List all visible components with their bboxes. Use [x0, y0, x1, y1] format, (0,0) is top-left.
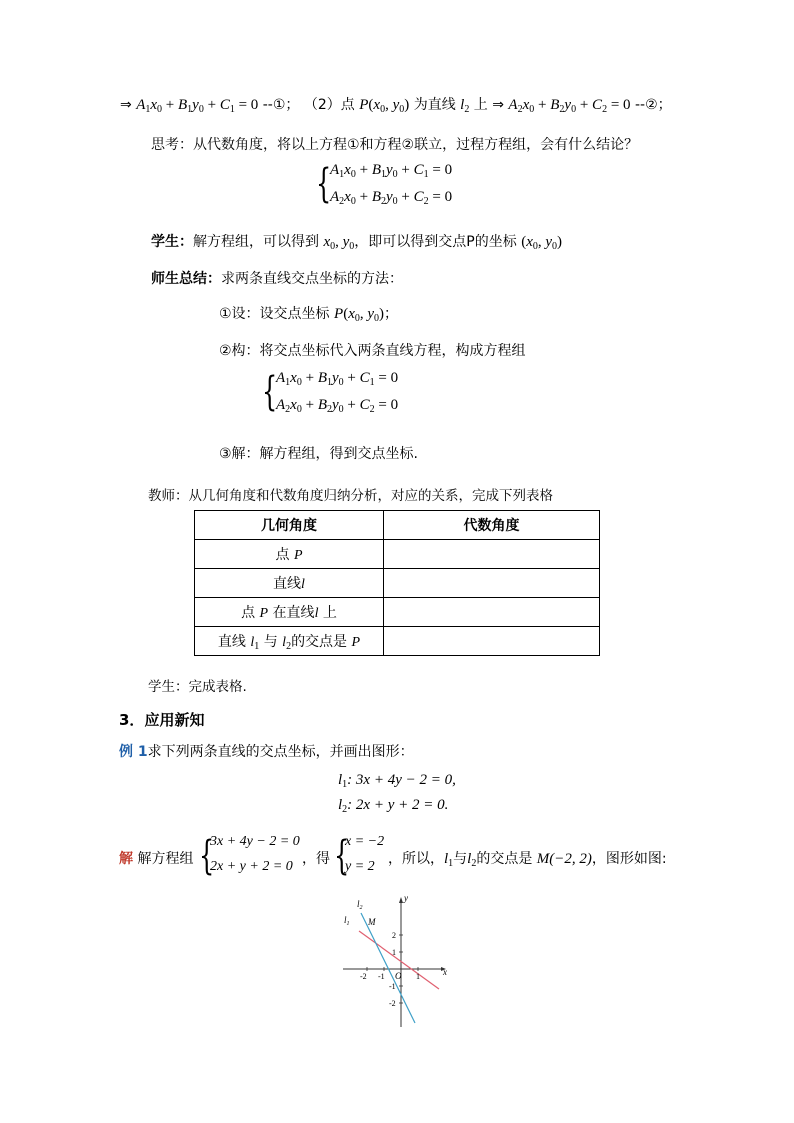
- solution-text-5: 的交点是: [476, 851, 533, 867]
- tick-label: 1: [416, 972, 420, 981]
- example-line: [119, 741, 414, 761]
- solution-tail: [388, 848, 667, 869]
- tick-label: -1: [389, 982, 396, 991]
- coords: ($x_0$, $y_0$): [521, 234, 563, 252]
- system1-eq1: $A_1x_0 + B_1y_0 + C_1 = 0$: [330, 162, 453, 180]
- table-row: [195, 627, 600, 656]
- student-answer-1: [151, 231, 562, 252]
- step-1: ①设：设交点坐标 $P(x_0$, $y_0$)；: [219, 306, 399, 324]
- table-cell: [195, 540, 384, 569]
- tick-label: -1: [378, 972, 385, 981]
- section-title: 应用新知: [144, 711, 205, 729]
- solution-r1: x = −2: [345, 834, 385, 849]
- implies-symbol: ⇒: [120, 97, 132, 113]
- table-cell-empty[interactable]: [384, 627, 600, 656]
- table-cell-empty[interactable]: [384, 598, 600, 627]
- table-cell: [195, 569, 384, 598]
- implies-symbol-2: ⇒: [492, 97, 504, 113]
- solution-brace-1: {: [199, 833, 215, 879]
- part2-on2: 上: [473, 97, 488, 113]
- summary-label: 师生总结：: [151, 271, 221, 287]
- cell-text: 点: [241, 605, 256, 621]
- l2-label: $l_2$: [357, 899, 363, 911]
- system1-eq2: $A_2x_0 + B_2y_0 + C_2 = 0$: [330, 189, 453, 207]
- correspondence-table: [194, 510, 600, 656]
- point-m-label: M: [368, 917, 376, 927]
- solution-text-2: ，得: [302, 851, 330, 867]
- step-1-point: $P(x_0$, $y_0$): [334, 306, 385, 324]
- cell-math: $l_1$: [250, 634, 260, 652]
- header-algebra: 代数角度: [384, 511, 600, 540]
- solution-text-4: 与: [453, 851, 468, 867]
- l1-ref: $l_1$: [444, 851, 454, 869]
- student-label: 学生：: [151, 234, 193, 250]
- cell-text: 的交点是: [291, 633, 348, 650]
- cell-math: l: [301, 577, 305, 592]
- l1-symbol: $l_1$: [338, 772, 348, 790]
- section-number: 3．: [119, 711, 145, 729]
- l2-ref: $l_2$: [467, 851, 477, 869]
- solution-text-6: ，图形如图:: [591, 851, 667, 867]
- teacher-line: 教师：从几何角度和代数角度归纳分析，对应的关系，完成下列表格: [148, 488, 553, 504]
- eq1-formula: $A_1x_0 + B_1y_0 + C_1 = 0$: [136, 97, 259, 115]
- eq2-tail: --②；: [634, 97, 672, 113]
- line-l2: [361, 913, 415, 1023]
- y-axis-label: y: [404, 893, 408, 903]
- cell-text: 在直线: [272, 605, 315, 621]
- part2-label: （2）点: [303, 97, 355, 113]
- eq1-tail: --①；: [262, 97, 300, 113]
- section-heading: [119, 709, 204, 730]
- cell-text: 直线: [273, 576, 302, 592]
- header-geometry: 几何角度: [195, 511, 384, 540]
- student-text-2: ，即可以得到交点P的坐标: [354, 234, 517, 250]
- cell-math: l: [314, 606, 319, 621]
- cell-math: P: [293, 548, 303, 563]
- summary-text: 求两条直线交点坐标的方法：: [221, 271, 403, 287]
- summary-line: [151, 268, 403, 288]
- l1-equation: : 3x + 4y − 2 = 0,: [347, 772, 456, 788]
- step-2: ②构：将交点坐标代入两条直线方程，构成方程组: [219, 343, 526, 359]
- system2-eq1: $A_1x_0 + B_1y_0 + C_1 = 0$: [276, 370, 399, 388]
- point-m: M(−2, 2): [536, 851, 592, 867]
- table-cell-empty[interactable]: [384, 569, 600, 598]
- example-label: 例 1: [119, 744, 148, 760]
- table-cell: [195, 627, 384, 656]
- think-paragraph: 思考：从代数角度，将以上方程①和方程②联立，过程方程组，会有什么结论？: [151, 137, 639, 153]
- cell-text: 点: [275, 547, 290, 563]
- intersection-graph: [335, 893, 455, 1033]
- cell-math: P: [259, 606, 269, 621]
- student-text: 解方程组，可以得到: [193, 234, 319, 250]
- table-cell-empty[interactable]: [384, 540, 600, 569]
- cell-text: 上: [322, 605, 337, 621]
- x-axis-label: x: [443, 967, 447, 977]
- solution-eq2: 2x + y + 2 = 0: [210, 859, 293, 874]
- step-3: ③解：解方程组，得到交点坐标.: [219, 446, 419, 462]
- example-eq-l1: [338, 772, 456, 790]
- l2-symbol: $l_2$: [338, 797, 348, 815]
- cell-math: P: [351, 634, 361, 650]
- example-text: 求下列两条直线的交点坐标，并画出图形：: [147, 744, 414, 760]
- solution-brace-2: {: [334, 833, 350, 879]
- table-cell: [195, 598, 384, 627]
- table-row: [195, 598, 600, 627]
- solution-text-1: 解方程组: [137, 851, 194, 867]
- l2-equation: : 2x + y + 2 = 0.: [347, 797, 449, 813]
- system-brace-1: {: [316, 161, 332, 207]
- solution-mark: 解: [119, 851, 133, 867]
- system2-eq2: $A_2x_0 + B_2y_0 + C_2 = 0$: [276, 397, 399, 415]
- tick-label: -2: [360, 972, 367, 981]
- solution-r2: y = 2: [345, 859, 375, 874]
- l1-label: $l_1$: [344, 915, 350, 927]
- system-brace-2: {: [262, 369, 278, 415]
- cell-math: $l_2$: [282, 634, 292, 652]
- eq2-formula: $A_2x_0 + B_2y_0 + C_2 = 0$: [508, 97, 631, 115]
- cell-text: 与: [263, 633, 278, 650]
- tick-label: 1: [392, 948, 396, 957]
- point-p-formula: $P(x_0$, $y_0$): [359, 97, 410, 115]
- table-row: [195, 569, 600, 598]
- solution-eq1: 3x + 4y − 2 = 0: [210, 834, 300, 849]
- x0y0: $x_0$, $y_0$: [323, 234, 355, 252]
- implication-line: [120, 94, 672, 115]
- tick-label: 2: [392, 931, 396, 940]
- student-answer-2: 学生：完成表格.: [148, 679, 247, 695]
- line-l2: $l_2$: [460, 97, 470, 115]
- solution-text-3: ，所以，: [388, 851, 444, 867]
- cell-text: 直线: [217, 633, 246, 650]
- y-axis-arrow: [399, 897, 403, 903]
- step-1-text: ①设：设交点坐标: [219, 306, 330, 322]
- part2-on: 为直线: [413, 97, 456, 113]
- example-eq-l2: [338, 797, 448, 815]
- table-header-row: [195, 511, 600, 540]
- origin-label: O: [395, 971, 402, 981]
- solution-label: [119, 848, 193, 868]
- table-row: [195, 540, 600, 569]
- tick-label: -2: [389, 999, 396, 1008]
